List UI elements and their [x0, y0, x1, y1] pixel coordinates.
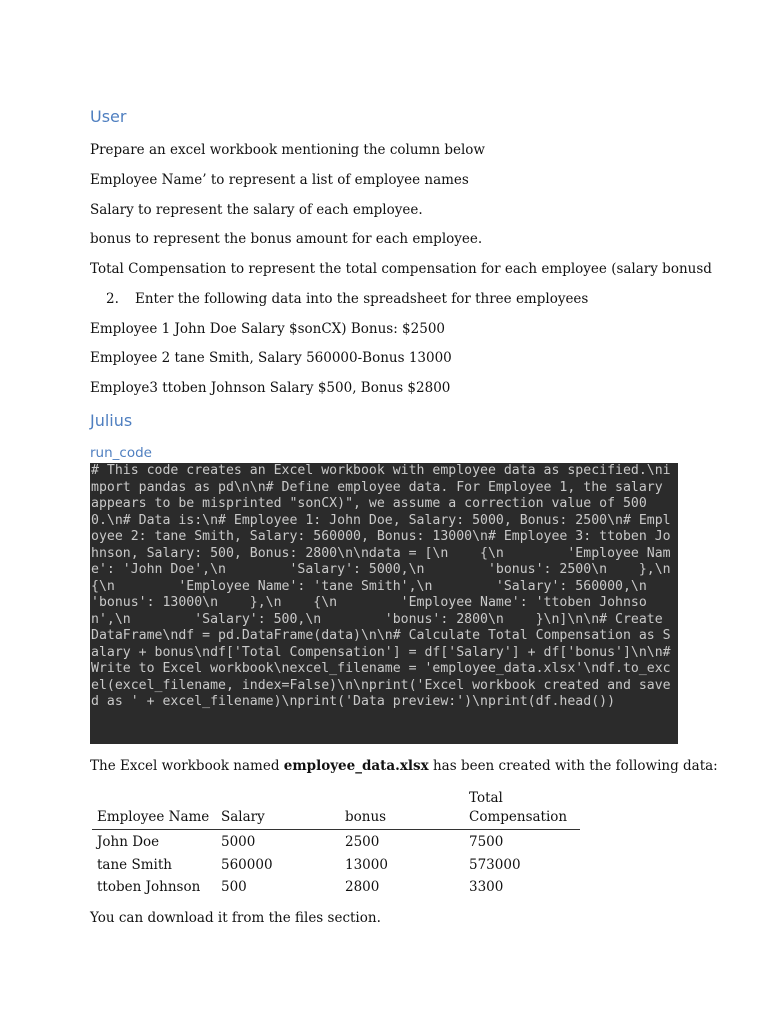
employee-table [92, 789, 580, 898]
result-sentence [90, 758, 718, 774]
table-cell: John Doe [97, 834, 160, 850]
table-row [92, 830, 580, 853]
table-cell: tane Smith [97, 856, 172, 873]
employee-line-1: Employee 1 John Doe Salary $sonCX) Bonus: $2500 [90, 321, 445, 337]
table-cell: 7500 [469, 834, 504, 850]
list-number: 2. [106, 291, 119, 307]
table-cell: 500 [221, 879, 247, 895]
table-cell: 3300 [469, 879, 504, 895]
table-header-row [92, 789, 580, 830]
result-suffix: has been created with the following data: [428, 758, 718, 774]
table-cell: 13000 [345, 856, 388, 873]
employee-line-2: Employee 2 tane Smith, Salary 560000-Bonus 13000 [90, 350, 452, 366]
user-line-2: Employee Name’ to represent a list of employee names [90, 172, 469, 188]
user-line-5: Total Compensation to represent the total compensation for each employee (salary bonusd [90, 261, 712, 277]
table-row [92, 875, 580, 898]
assistant-heading: Julius [90, 411, 133, 430]
header-total-compensation: Total Compensation [464, 789, 580, 830]
header-salary: Salary [216, 789, 340, 830]
user-heading: User [90, 107, 127, 126]
download-note: You can download it from the files section. [90, 910, 381, 926]
user-line-1: Prepare an excel workbook mentioning the column below [90, 142, 485, 158]
table-cell: 2500 [345, 834, 380, 850]
user-line-3: Salary to represent the salary of each employee. [90, 202, 423, 218]
header-employee-name: Employee Name [92, 789, 216, 830]
table-cell: 560000 [221, 856, 273, 873]
table-row [92, 853, 580, 876]
table-cell: ttoben Johnson [97, 879, 201, 895]
code-block[interactable]: # This code creates an Excel workbook with employee data as specified.\nimport pandas as pd\n\n# Define employee data. For Employee 1, the salary appears to be misprinted "sonCX)", we assume a correction value of 5000.\n# Data is:\n# Employee 1: John Doe, Salary: 5000, Bonus: 2500\n# Employee 2: tane Smith, Salary: 560000, Bonus: 13000\n# Employee 3: ttoben Johnson, Salary: 500, Bonus: 2800\n\ndata = [\n {\n 'Employee Name': 'John Doe',\n 'Salary': 5000,\n 'bonus': 2500\n },\n {\n 'Employee Name': 'tane Smith',\n 'Salary': 560000,\n 'bonus': 13000\n },\n {\n 'Employee Name': 'ttoben Johnson',\n 'Salary': 500,\n 'bonus': 2800\n }\n]\n\n# Create DataFrame\ndf = pd.DataFrame(data)\n\n# Calculate Total Compensation as Salary + bonus\ndf['Total Compensation'] = df['Salary'] + df['bonus']\n\n# Write to Excel workbook\nexcel_filename = 'employee_data.xlsx'\ndf.to_excel(excel_filename, index=False)\n\nprint('Excel workbook created and saved as ' + excel_filename)\nprint('Data preview:')\nprint(df.head()) [90, 463, 678, 744]
employee-line-3: Employe3 ttoben Johnson Salary $500, Bonus $2800 [90, 380, 451, 396]
result-filename: employee_data.xlsx [283, 758, 429, 774]
table-cell: 573000 [469, 856, 521, 873]
list-item-text: Enter the following data into the spreadsheet for three employees [135, 291, 589, 307]
numbered-list-item [106, 290, 588, 308]
table-cell: 2800 [345, 879, 380, 895]
table-cell: 5000 [221, 834, 256, 850]
header-bonus: bonus [340, 789, 464, 830]
user-line-4: bonus to represent the bonus amount for each employee. [90, 231, 483, 247]
run-code-label: run_code [90, 445, 152, 461]
result-prefix: The Excel workbook named [90, 758, 284, 774]
